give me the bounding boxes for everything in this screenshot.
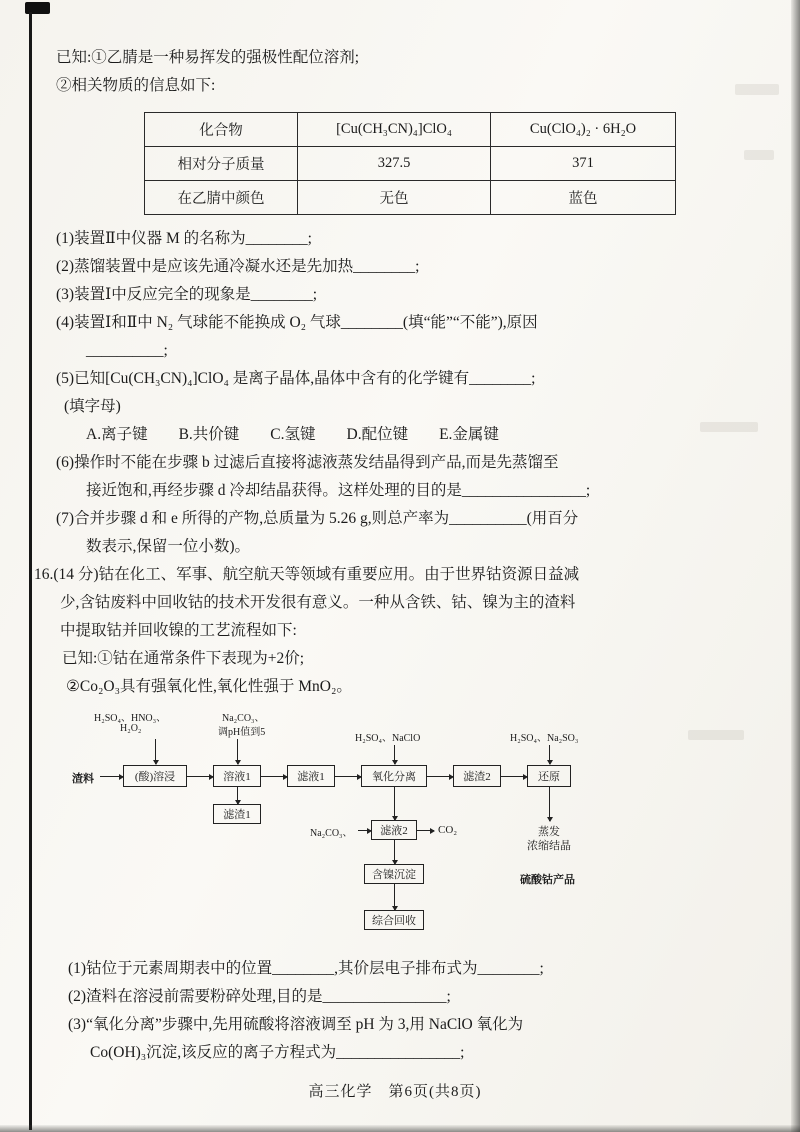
q16-stem-line-3: 中提取钴并回收镍的工艺流程如下:	[60, 622, 297, 639]
table-header-row	[145, 113, 676, 147]
q15-item-7-cont: 数表示,保留一位小数)。	[86, 538, 251, 555]
arrow-reagent2-down	[237, 739, 238, 764]
arrow-residue2-to-reduction	[501, 776, 527, 777]
q16-known-line-1: 已知:①钴在通常条件下表现为+2价;	[62, 650, 305, 667]
q15-item-5: (5)已知[Cu(CH₃CN)₄]ClO₄ 是离子晶体,晶体中含有的化学键有________;	[56, 370, 536, 387]
arrow-nickel-to-recycle	[394, 884, 395, 910]
q16-sub-3-cont: Co(OH)₃沉淀,该反应的离子方程式为________________;	[90, 1044, 465, 1061]
arrow-reagent4-down	[549, 745, 550, 764]
reagent-label-acid-leach: H₂SO₄、HNO₃、	[94, 713, 167, 724]
arrow-solution1-to-filtrate1	[261, 776, 287, 777]
arrow-reagent1-down	[155, 739, 156, 764]
scan-edge-bottom	[0, 1125, 800, 1132]
page-content	[34, 44, 746, 1067]
table-header-cell: 化合物	[145, 113, 298, 147]
reagent-label-na2co3-2: Na₂CO₃、	[310, 828, 353, 839]
flow-node-concentrate-crystallize: 浓缩结晶	[527, 840, 571, 852]
q16-sub-2: (2)渣料在溶浸前需要粉碎处理,目的是________________;	[68, 988, 451, 1005]
q16-stem-line-2: 少,含钴废料中回收钴的技术开发很有意义。一种从含铁、钴、镍为主的渣料	[60, 594, 576, 611]
q15-item-5-options: A.离子键 B.共价键 C.氢键 D.配位键 E.金属键	[86, 426, 499, 443]
flow-box-residue1: 滤渣1	[213, 804, 261, 824]
flow-box-reduction: 还原	[527, 765, 571, 787]
flow-node-feed: 渣料	[72, 773, 94, 785]
table-header-cell: [Cu(CH₃CN)₄]ClO₄	[298, 113, 491, 147]
flow-box-acid-leach: (酸)溶浸	[123, 765, 187, 787]
flow-box-nickel-precipitate: 含镍沉淀	[364, 864, 424, 884]
reagent-label-ph5: 调pH值到5	[218, 727, 266, 738]
q15-item-6-cont: 接近饱和,再经步骤 d 冷却结晶获得。这样处理的目的是________________;	[86, 482, 591, 499]
arrow-na2co3-to-filtrate2	[358, 830, 371, 831]
arrow-reagent3-down	[394, 745, 395, 764]
arrow-oxidation-to-residue2	[427, 776, 453, 777]
table-row-color	[145, 181, 676, 215]
q15-item-6: (6)操作时不能在步骤 b 过滤后直接将滤液蒸发结晶得到产品,而是先蒸馏至	[56, 454, 559, 471]
arrow-oxidation-to-filtrate2	[394, 787, 395, 820]
flow-node-co2: CO₂	[438, 824, 458, 836]
q15-item-4: (4)装置Ⅰ和Ⅱ中 N₂ 气球能不能换成 O₂ 气球________(填“能”“不能”),原因	[56, 314, 538, 331]
reagent-label-na2co3: Na₂CO₃、	[222, 713, 265, 724]
q15-item-7: (7)合并步骤 d 和 e 所得的产物,总质量为 5.26 g,则总产率为__________(用百分	[56, 510, 579, 527]
flow-box-oxidation-separation: 氧化分离	[361, 765, 427, 787]
flow-box-solution1: 溶液1	[213, 765, 261, 787]
flow-box-comprehensive-recovery: 综合回收	[364, 910, 424, 930]
arrow-filtrate2-to-co2	[417, 830, 434, 831]
scan-edge-right	[791, 0, 800, 1132]
bleedthrough-artifact	[744, 150, 774, 160]
flow-box-filtrate1: 滤液1	[287, 765, 335, 787]
table-cell: 蓝色	[491, 181, 676, 215]
table-row-molar-mass	[145, 147, 676, 181]
flow-node-cobalt-sulfate-product: 硫酸钴产品	[520, 874, 575, 886]
reagent-label-na2so3: H₂SO₄、Na₂SO₃	[510, 733, 579, 744]
flow-box-filtrate2: 滤液2	[371, 820, 417, 840]
flow-node-evaporate: 蒸发	[538, 826, 560, 838]
substance-info-table	[144, 112, 676, 215]
q16-sub-1: (1)钴位于元素周期表中的位置________,其价层电子排布式为________;	[68, 960, 544, 977]
reagent-label-acid-leach-2: H₂O₂	[120, 723, 142, 734]
arrow-reduction-to-evaporation	[549, 787, 550, 821]
q15-item-3: (3)装置Ⅰ中反应完全的现象是________;	[56, 286, 318, 303]
arrow-filtrate1-to-oxidation	[335, 776, 361, 777]
q16-sub-3: (3)“氧化分离”步骤中,先用硫酸将溶液调至 pH 为 3,用 NaClO 氧化为	[68, 1016, 524, 1033]
known-info-line-1: 已知:①乙腈是一种易挥发的强极性配位溶剂;	[56, 49, 360, 66]
table-header-cell: Cu(ClO₄)₂ · 6H₂O	[491, 113, 676, 147]
table-cell: 无色	[298, 181, 491, 215]
reagent-label-naclo: H₂SO₄、NaClO	[355, 733, 421, 744]
known-info-line-2: ②相关物质的信息如下:	[56, 77, 216, 94]
arrow-filtrate2-to-nickel	[394, 840, 395, 864]
q15-item-2: (2)蒸馏装置中是应该先通冷凝水还是先加热________;	[56, 258, 420, 275]
table-cell: 相对分子质量	[145, 147, 298, 181]
q15-item-1: (1)装置Ⅱ中仪器 M 的名称为________;	[56, 230, 312, 247]
arrow-leach-to-solution1	[187, 776, 213, 777]
page-footer: 高三化学 第6页(共8页)	[308, 1084, 482, 1100]
q16-stem-line-1: 16.(14 分)钴在化工、军事、航空航天等领域有重要应用。由于世界钴资源日益减	[34, 566, 580, 583]
table-cell: 371	[491, 147, 676, 181]
q15-item-5-note: (填字母)	[64, 398, 121, 415]
q15-item-4-cont: __________;	[86, 342, 168, 359]
table-cell: 在乙腈中颜色	[145, 181, 298, 215]
arrow-feed-to-leach	[100, 776, 123, 777]
process-flowchart	[70, 707, 746, 953]
scan-edge-left	[29, 12, 32, 1130]
flow-box-residue2: 滤渣2	[453, 765, 501, 787]
arrow-solution1-to-residue1	[237, 787, 238, 804]
table-cell: 327.5	[298, 147, 491, 181]
q16-known-line-2: ②Co₂O₃具有强氧化性,氧化性强于 MnO₂。	[66, 678, 352, 695]
